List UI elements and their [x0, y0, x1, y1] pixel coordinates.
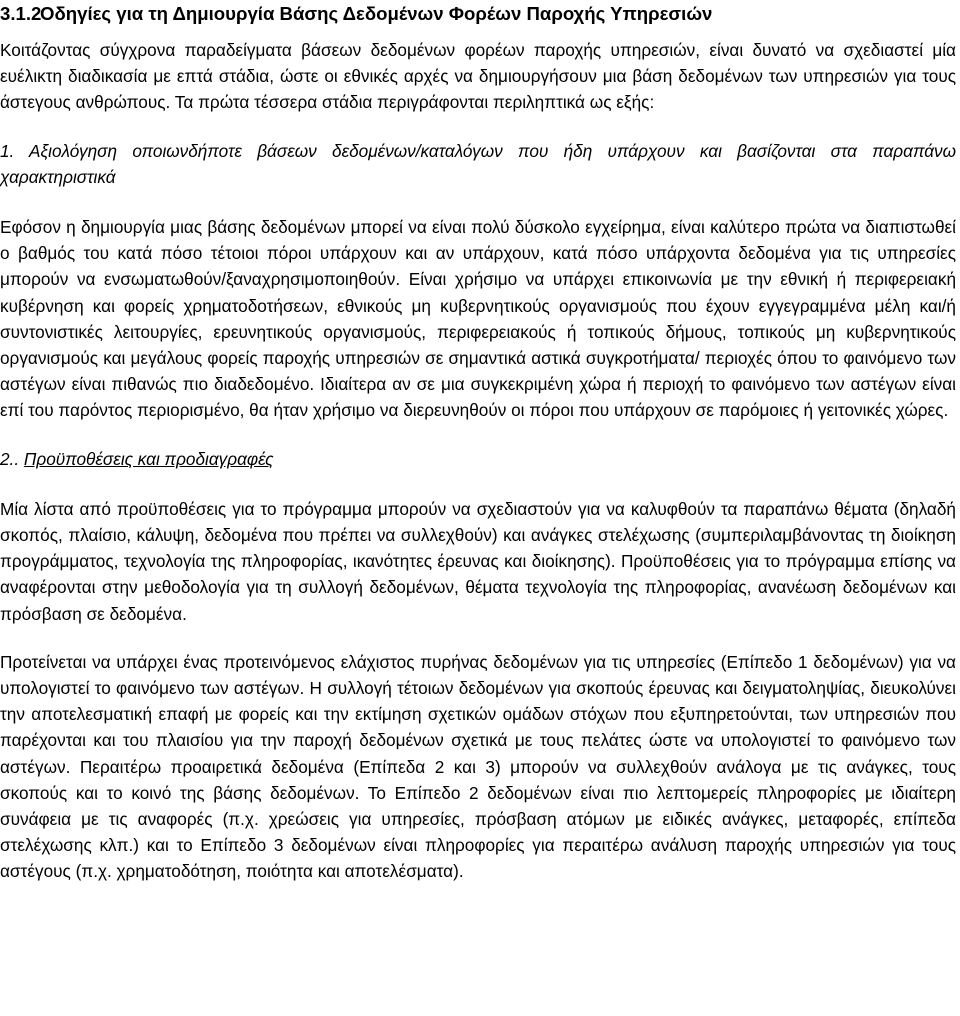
subsection-1-title: Αξιολόγηση οποιωνδήποτε βάσεων δεδομένων/καταλόγων που ήδη υπάρχουν και βασίζονται στα παραπάνω χαρακτηριστικά: [0, 140, 956, 187]
section-heading: [0, 3, 956, 25]
subsection-1-number: 1.: [0, 140, 15, 161]
subsection-2-paragraph-1: Μία λίστα από προϋποθέσεις για το πρόγραμμα μπορούν να σχεδιαστούν για να καλυφθούν τα παραπάνω θέματα (δηλαδή σκοπός, πλαίσιο, κάλυψη, δεδομένα που πρέπει να συλλεχθούν) και ανάγκες στελέχωσης (συμπεριλαμβάνοντας τη διοίκηση προγράμματος, τεχνολογία της πληροφορίας, ικανότητες έρευνας και διοίκησης). Προϋποθέσεις για το πρόγραμμα επίσης να αναφέρονται στην μεθοδολογία για τη συλλογή δεδομένων, θέματα τεχνολογία της πληροφορίας, ανανέωση δεδομένων και πρόσβαση σε δεδομένα.: [0, 498, 956, 624]
subsection-2-title: Προϋποθέσεις και προδιαγραφές: [23, 448, 274, 469]
intro-paragraph: Κοιτάζοντας σύγχρονα παραδείγματα βάσεων δεδομένων φορέων παροχής υπηρεσιών, είναι δυνατό να σχεδιαστεί μία ευέλικτη διαδικασία με επτά στάδια, ώστε οι εθνικές αρχές να δημιουργήσουν μια βάση δεδομένων των υπηρεσιών για τους άστεγους ανθρώπους. Τα πρώτα τέσσερα στάδια περιγράφονται περιληπτικά ως εξής:: [0, 40, 956, 113]
subsection-2-heading: [0, 446, 956, 472]
section-number: 3.1.2: [0, 3, 42, 24]
subsection-1-heading: [0, 138, 956, 190]
subsection-1-paragraph: Εφόσον η δημιουργία μιας βάσης δεδομένων μπορεί να είναι πολύ δύσκολο εγχείρημα, είναι καλύτερο πρώτα να διαπιστωθεί ο βαθμός του κατά πόσο τέτοιοι πόροι υπάρχουν και αν υπάρχουν, κατά πόσο υπάρχοντα δεδομένα για τις υπηρεσίες μπορούν να ενσωματωθούν/ξαναχρησιμοποιηθούν. Είναι χρήσιμο να υπάρχει επικοινωνία με την εθνική ή περιφερειακή κυβέρνηση και φορείς χρηματοδοτήσεων, εθνικούς μη κυβερνητικούς οργανισμούς που έχουν εγγεγραμμένα μέλη και/ή συντονιστικές λειτουργίες, ερευνητικούς οργανισμούς, περιφερειακούς ή τοπικούς δήμους, τοπικούς μη κυβερνητικούς οργανισμούς και μεγάλους φορείς παροχής υπηρεσιών σε σημαντικά αστικά συγκροτήματα/ περιοχές όπου το φαινόμενο των αστέγων είναι πιθανώς πιο διαδεδομένο. Ιδιαίτερα αν σε μια συγκεκριμένη χώρα ή περιοχή το φαινόμενο των αστέγων είναι επί του παρόντος περιορισμένο, θα ήταν χρήσιμο να διερευνηθούν οι πόροι που υπάρχουν σε παρόμοιες ή γειτονικές χώρες.: [0, 217, 956, 421]
section-title: Οδηγίες για τη Δημιουργία Βάσης Δεδομένων Φορέων Παροχής Υπηρεσιών: [40, 3, 713, 24]
subsection-2-number: 2..: [0, 448, 20, 469]
subsection-2-paragraph-2: Προτείνεται να υπάρχει ένας προτεινόμενος ελάχιστος πυρήνας δεδομένων για τις υπηρεσίες (Επίπεδο 1 δεδομένων) για να υπολογιστεί το φαινόμενο των αστέγων. Η συλλογή τέτοιων δεδομένων για σκοπούς έρευνας και δειγματοληψίας, διευκολύνει την αποτελεσματική επαφή με φορείς και την εκτίμηση σχετικών ομάδων στόχων που εξυπηρετούνται, των υπηρεσιών που παρέχονται και του πλαισίου για την παροχή δεδομένων σχετικά με τους πελάτες ώστε να υπολογιστεί το φαινόμενο των αστέγων. Περαιτέρω προαιρετικά δεδομένα (Επίπεδα 2 και 3) μπορούν να συλλεχθούν ανάλογα με τις ανάγκες, τους σκοπούς και το κοινό της βάσης δεδομένων. Το Επίπεδο 2 δεδομένων είναι πιο λεπτομερείς πληροφορίες με ιδιαίτερη συνάφεια με τις αναφορές (π.χ. χρεώσεις για υπηρεσίες, πρόσβαση ατόμων με ειδικές ανάγκες, μεταφορές, επίπεδα στελέχωσης κλπ.) και το Επίπεδο 3 δεδομένων είναι πληροφορίες για περαιτέρω ανάλυση παροχής υπηρεσιών για τους αστέγους (π.χ. χρηματοδότηση, ποιότητα και αποτελέσματα).: [0, 651, 956, 882]
